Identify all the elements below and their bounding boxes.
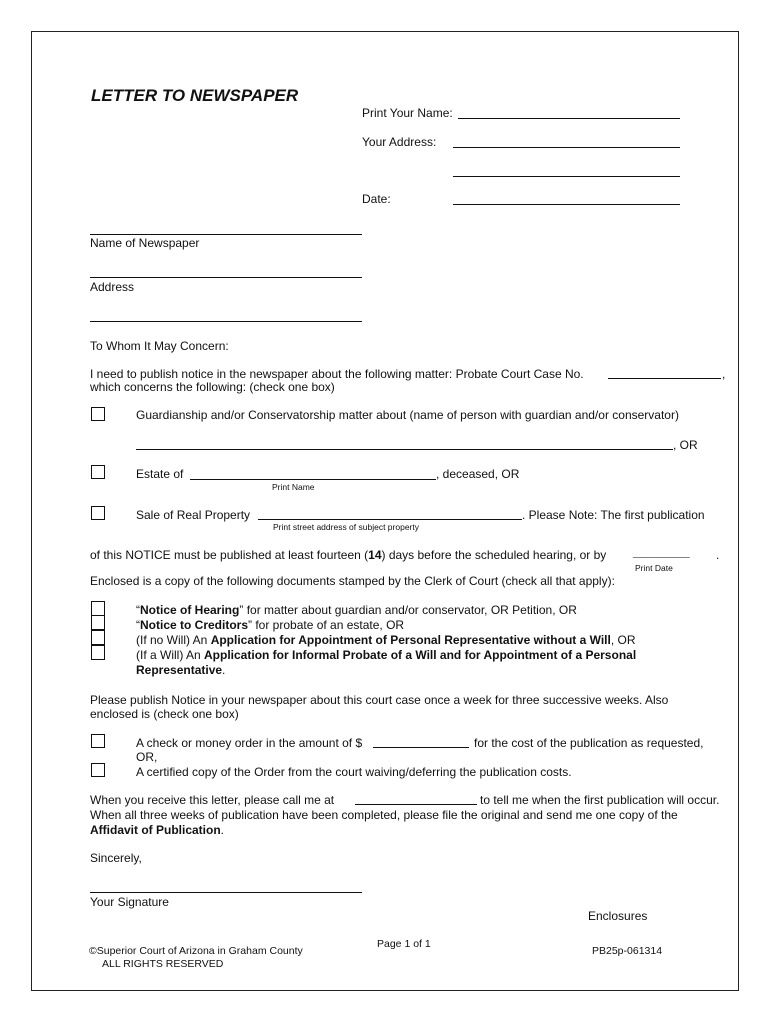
sale-suffix: . Please Note: The first publication xyxy=(522,508,705,522)
guardianship-label: Guardianship and/or Conservatorship matter about (name of person with guardian and/or conservator) xyxy=(136,408,679,422)
case-number-field[interactable] xyxy=(608,378,721,379)
intro-line-1-comma: , xyxy=(722,367,726,381)
closing-line-2: When all three weeks of publication have been completed, please file the original and send me one copy of the xyxy=(90,808,678,822)
check-suffix: for the cost of the publication as requested, xyxy=(474,736,704,750)
check-label: A check or money order in the amount of $ xyxy=(136,736,363,750)
publish-line-1: Please publish Notice in your newspaper about this court case once a week for three successive weeks. Also xyxy=(90,693,669,707)
copyright: ©Superior Court of Arizona in Graham County xyxy=(89,945,303,957)
newspaper-address-label: Address xyxy=(90,280,135,294)
application-without-will-checkbox[interactable] xyxy=(91,630,105,645)
guardianship-name-field[interactable] xyxy=(136,449,673,450)
estate-name-field[interactable] xyxy=(190,479,436,480)
notice-line-1-period: . xyxy=(716,548,720,562)
greeting: To Whom It May Concern: xyxy=(90,339,229,353)
form-id: PB25p-061314 xyxy=(592,945,663,957)
document-application-with-will-cont: Representative. xyxy=(136,663,226,677)
sale-label: Sale of Real Property xyxy=(136,508,251,522)
intro-line-1: I need to publish notice in the newspaper about the following matter: Probate Court Case No. xyxy=(90,367,584,381)
check-or: OR, xyxy=(136,750,158,764)
amount-field[interactable] xyxy=(373,747,469,748)
guardianship-checkbox[interactable] xyxy=(91,407,105,421)
intro-line-2: which concerns the following: (check one box) xyxy=(90,380,335,394)
application-with-will-checkbox[interactable] xyxy=(91,645,105,660)
print-date-field[interactable]: ____________ xyxy=(633,548,690,558)
court-order-checkbox[interactable] xyxy=(91,763,105,777)
newspaper-address-field-1[interactable] xyxy=(90,277,362,278)
print-date-hint: Print Date xyxy=(635,563,673,573)
your-address-label: Your Address: xyxy=(362,135,437,149)
sincerely: Sincerely, xyxy=(90,851,142,865)
document-notice-of-hearing: “Notice of Hearing” for matter about guardian and/or conservator, OR Petition, OR xyxy=(136,603,577,617)
estate-hint: Print Name xyxy=(272,482,315,492)
newspaper-address-field-2[interactable] xyxy=(90,321,362,322)
newspaper-name-label: Name of Newspaper xyxy=(90,236,200,250)
closing-line-3: Affidavit of Publication. xyxy=(90,823,225,837)
print-name-label: Print Your Name: xyxy=(362,106,453,120)
address-field-line-2[interactable] xyxy=(453,176,680,177)
newspaper-name-field[interactable] xyxy=(90,234,362,235)
property-address-field[interactable] xyxy=(258,519,522,520)
sale-hint: Print street address of subject property xyxy=(273,522,419,532)
notice-line-2: Enclosed is a copy of the following documents stamped by the Clerk of Court (check all that apply): xyxy=(90,574,615,588)
closing-line-1b: to tell me when the first publication will occur. xyxy=(480,793,720,807)
notice-of-hearing-checkbox[interactable] xyxy=(91,601,105,616)
estate-suffix: , deceased, OR xyxy=(436,467,520,481)
page-number: Page 1 of 1 xyxy=(377,938,431,950)
notice-line-1: of this NOTICE must be published at least fourteen (14) days before the scheduled hearing, or by xyxy=(90,548,607,562)
signature-label: Your Signature xyxy=(90,895,169,909)
guardianship-or: , OR xyxy=(673,438,698,452)
closing-line-1a: When you receive this letter, please call me at xyxy=(90,793,335,807)
phone-number-field[interactable] xyxy=(355,804,477,805)
court-order-label: A certified copy of the Order from the court waiving/deferring the publication costs. xyxy=(136,765,572,779)
date-field[interactable] xyxy=(453,204,680,205)
publish-line-2: enclosed is (check one box) xyxy=(90,707,239,721)
estate-label: Estate of xyxy=(136,467,184,481)
check-money-order-checkbox[interactable] xyxy=(91,734,105,748)
estate-checkbox[interactable] xyxy=(91,465,105,479)
signature-field[interactable] xyxy=(90,892,362,893)
address-field-line-1[interactable] xyxy=(453,147,680,148)
rights-reserved: ALL RIGHTS RESERVED xyxy=(102,958,224,970)
document-application-without-will: (If no Will) An Application for Appointment of Personal Representative without a Will, OR xyxy=(136,633,636,647)
date-label: Date: xyxy=(362,192,391,206)
sale-checkbox[interactable] xyxy=(91,506,105,520)
notice-to-creditors-checkbox[interactable] xyxy=(91,615,105,630)
document-notice-to-creditors: “Notice to Creditors” for probate of an estate, OR xyxy=(136,618,405,632)
enclosures-label: Enclosures xyxy=(588,909,648,923)
document-application-with-will: (If a Will) An Application for Informal Probate of a Will and for Appointment of a Personal xyxy=(136,648,637,662)
form-title: LETTER TO NEWSPAPER xyxy=(91,86,299,105)
print-name-field[interactable] xyxy=(458,118,680,119)
